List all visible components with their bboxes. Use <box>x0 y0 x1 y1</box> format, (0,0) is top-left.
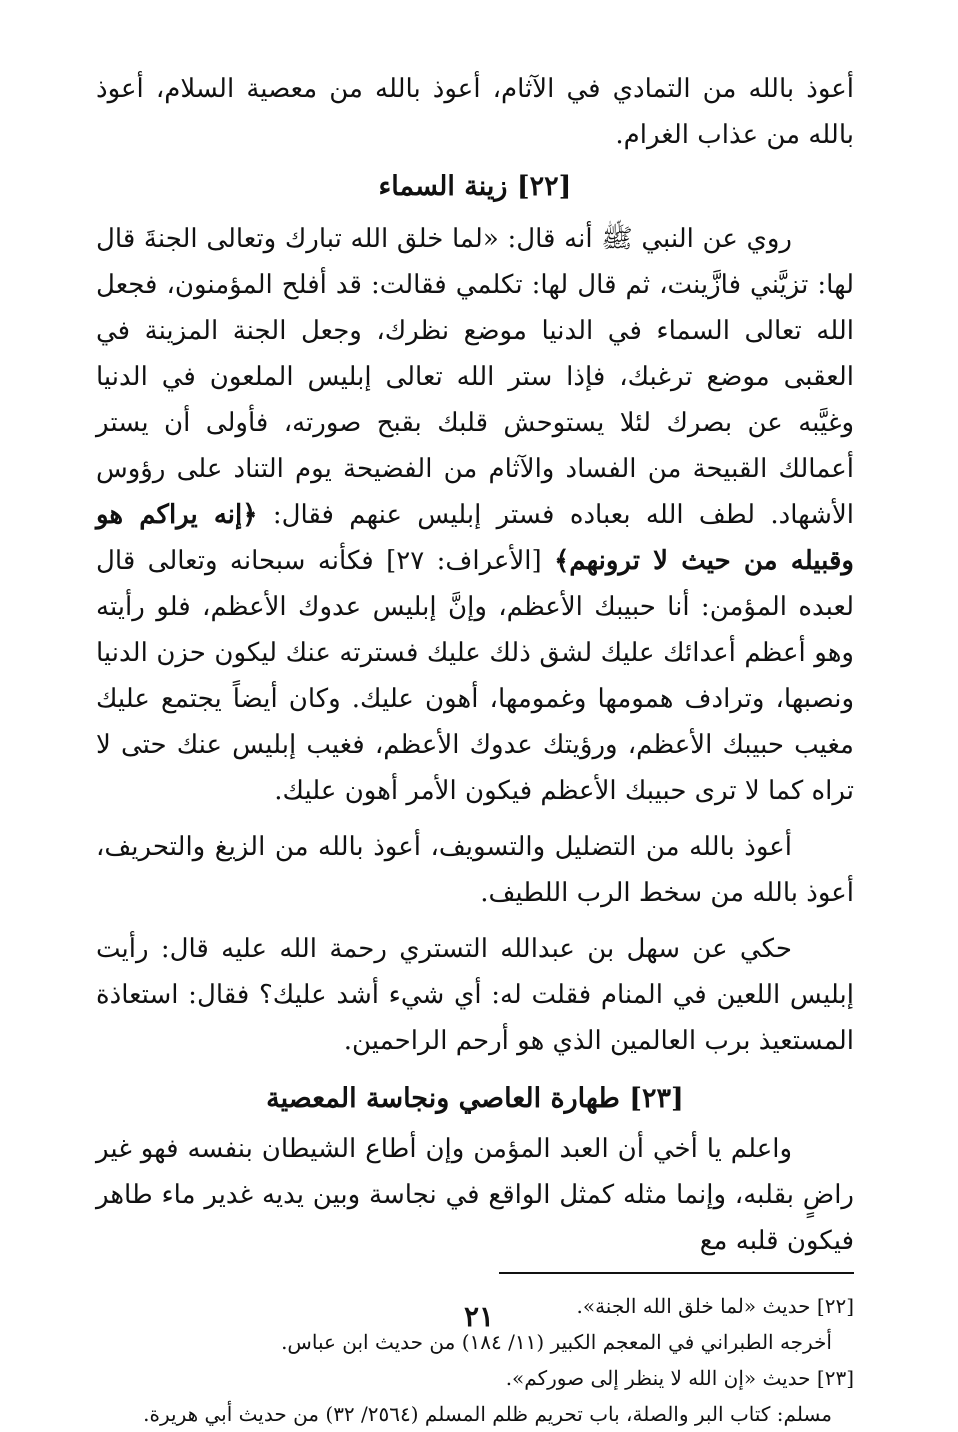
footnote-23-title: [٢٣] حديث «إن الله لا ينظر إلى صوركم». <box>505 1366 854 1390</box>
section-23-title: [٢٣] طهارة العاصي ونجاسة المعصية <box>266 1083 684 1114</box>
hadith-text-after-verse: [الأعراف: ٢٧] فكأنه سبحانه وتعالى قال لعبده المؤمن: أنا حبيبك الأعظم، وإنَّ إبليس عدوك الأعظم، فلو رأيته وهو أعظم أعدائك عليك لشق ذلك عليك فسترته عنك ليكون حزن الدنيا ونصبها، وترادف همومها وغمومها، أهون عليك. وكان أيضاً يجتمع عليك مغيب حبيبك الأعظم، ورؤيتك عدوك الأعظم، فغيب إبليس عنك حتى لا تراه كما لا ترى حبيبك الأعظم فيكون الأمر أهون عليك. <box>96 546 854 806</box>
section-22-paragraph-2: أعوذ بالله من التضليل والتسويف، أعوذ بالله من الزيغ والتحريف، أعوذ بالله من سخط الرب اللطيف. <box>96 832 854 908</box>
section-23-paragraph-1: واعلم يا أخي أن العبد المؤمن وإن أطاع الشيطان بنفسه فهو غير راضٍ بقلبه، وإنما مثله كمثل الواقع في نجاسة وبين يديه غدير ماء طاهر فيكون قلبه مع <box>96 1134 854 1256</box>
section-22-title: [٢٢] زينة السماء <box>378 171 572 202</box>
footnote-separator <box>499 1272 854 1274</box>
section-22-paragraph-3: حكي عن سهل بن عبدالله التستري رحمة الله عليه قال: رأيت إبليس اللعين في المنام فقلت له: أي شيء أشد عليك؟ فقال: استعاذة المستعيذ برب العالمين الذي هو أرحم الراحمين. <box>96 934 854 1056</box>
quran-verse: ﴿إنه يراكم هو وقبيله من حيث لا ترونهم﴾ <box>96 500 854 576</box>
footnote-22-source: أخرجه الطبراني في المعجم الكبير (١١/ ١٨٤) من حديث ابن عباس. <box>281 1330 832 1354</box>
intro-paragraph: أعوذ بالله من التمادي في الآثام، أعوذ بالله من معصية السلام، أعوذ بالله من عذاب الغرام. <box>96 74 854 150</box>
hadith-text-before-verse: روي عن النبي ﷺ أنه قال: «لما خلق الله تبارك وتعالى الجنةَ قال لها: تزيَّني فازَّينت، ثم قال لها: تكلمي فقالت: قد أفلح المؤمنون، فجعل الله تعالى السماء في الدنيا موضع نظرك، وجعل الجنة المزينة في العقبى موضع ترغبك، فإذا ستر الله تعالى إبليس الملعون في الدنيا وغيَّبه عن بصرك لئلا يستوحش قلبك بقبح صورته، فأولى أن يستر أعمالك القبيحة من الفساد والآثام من الفضيحة يوم التناد على رؤوس الأشهاد. لطف الله بعباده فستر إبليس عنهم فقال: <box>96 224 854 530</box>
section-22-paragraph-1 <box>96 216 854 814</box>
footnote-22-title: [٢٢] حديث «لما خلق الله الجنة». <box>576 1294 854 1318</box>
footnote-23-source: مسلم: كتاب البر والصلة، باب تحريم ظلم المسلم (٢٥٦٤/ ٣٢) من حديث أبي هريرة. <box>143 1402 832 1426</box>
page-number: ٢١ <box>463 1300 495 1333</box>
